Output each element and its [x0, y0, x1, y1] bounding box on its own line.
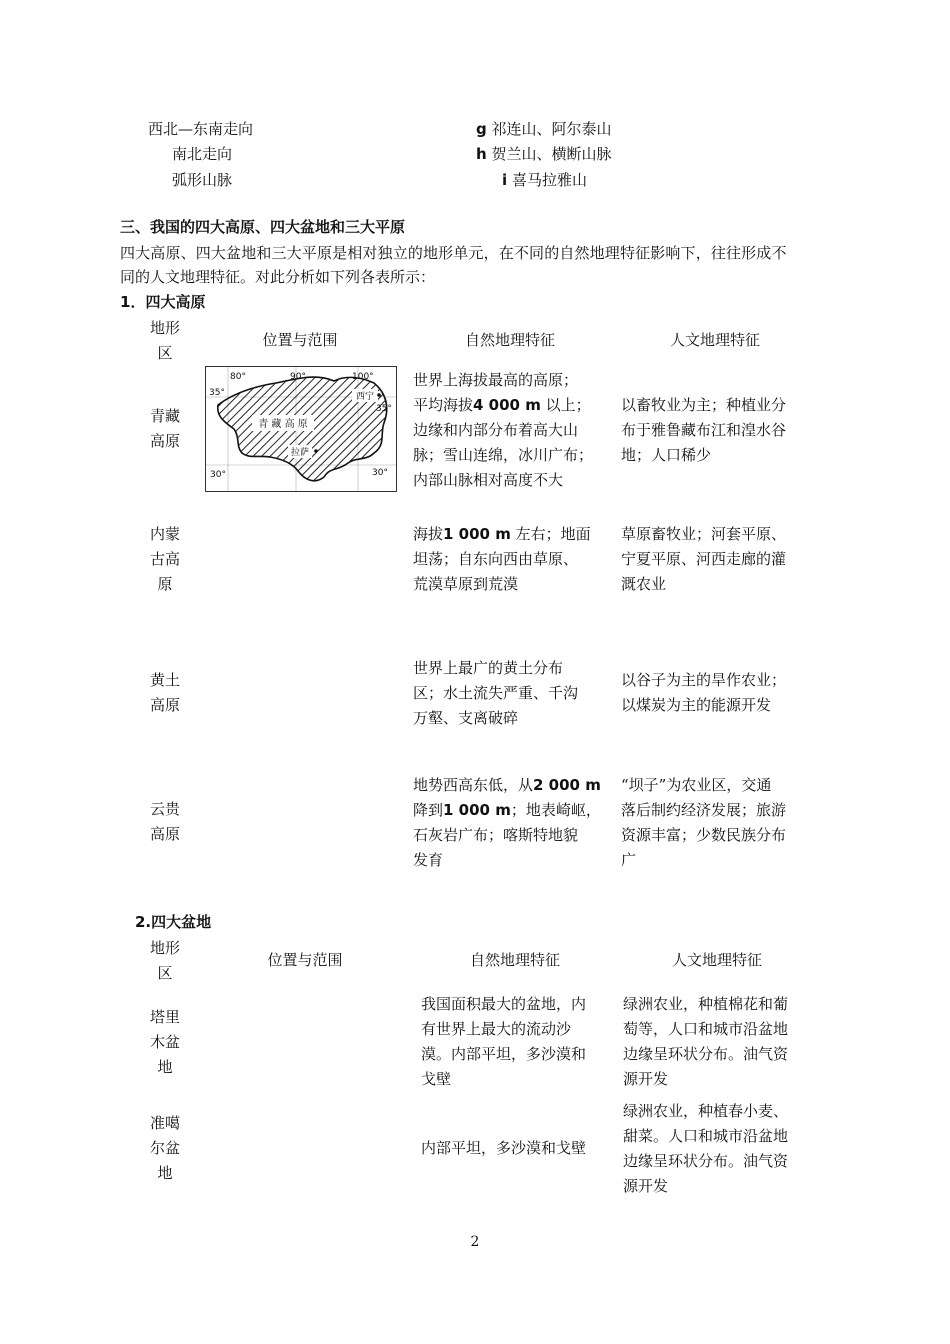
plateaus-title: 1．四大高原 [120, 293, 206, 311]
city1-dot [377, 393, 381, 397]
region-label: 青 藏 高 原 [258, 419, 308, 430]
city1-label: 西宁 [355, 392, 375, 402]
basin-natural: 我国面积最大的盆地，内 有世界上最大的流动沙 漠。内部平坦，多沙漠和 戈壁 [421, 995, 587, 1088]
plateau-human: “坝子”为农业区，交通 落后制约经济发展；旅游 资源丰富；少数民族分布 广 [621, 776, 787, 869]
plateau-name: 云贵 高原 [149, 800, 180, 843]
plateau-human: 以畜牧业为主；种植业分 布于雅鲁藏布江和湟水谷 地；人口稀少 [621, 396, 787, 464]
lat30-left-label: 30° [210, 470, 226, 480]
plateau-human: 以谷子为主的旱作农业； 以煤炭为主的能源开发 [621, 671, 787, 714]
page-number: 2 [470, 1234, 480, 1250]
plateau-name: 黄土 高原 [149, 671, 180, 714]
basins-header-term: 地形 区 [149, 939, 180, 982]
city2-label: 拉萨 [290, 448, 310, 458]
basin-human: 绿洲农业，种植春小麦、 甜菜。人口和城市沿盆地 边缘呈环状分布。油气资 源开发 [623, 1102, 789, 1195]
plateau-natural: 世界上海拔最高的高原； 平均海拔4 000 m 以上； 边缘和内部分布着高大山 脉；雪山连绵，冰川广布； 内部山脉相对高度不大 [413, 371, 594, 489]
mountain-direction-1: 西北—东南走向 [148, 120, 254, 138]
lat35-left-label: 35° [209, 388, 225, 398]
basin-human: 绿洲农业，种植棉花和葡 萄等，人口和城市沿盆地 边缘呈环状分布。油气资 源开发 [623, 995, 789, 1088]
mountain-names-3: i 喜马拉雅山 [502, 171, 587, 189]
lon90-label: 90° [290, 372, 306, 382]
plateau-natural: 世界上最广的黄土分布 区；水土流失严重、千沟 万壑、支离破碎 [413, 659, 579, 727]
basin-natural: 内部平坦，多沙漠和戈壁 [421, 1139, 587, 1157]
plateaus-header-human: 人文地理特征 [669, 331, 760, 349]
basin-name: 准噶 尔盆 地 [149, 1114, 180, 1182]
plateau-name: 青藏 高原 [149, 407, 180, 450]
mountain-names-1: g 祁连山、阿尔泰山 [476, 120, 612, 138]
plateau-natural: 海拔1 000 m 左右；地面 坦荡；自东向西由草原、 荒漠草原到荒漠 [413, 525, 591, 593]
basins-header-human: 人文地理特征 [671, 951, 762, 969]
lon100-label: 100° [352, 372, 374, 382]
lon80-label: 80° [230, 372, 246, 382]
plateaus-header-natural: 自然地理特征 [464, 331, 555, 349]
plateaus-header-term: 地形 区 [149, 319, 180, 362]
mountain-direction-2: 南北走向 [172, 145, 233, 163]
city2-dot [314, 449, 318, 453]
mountain-direction-3: 弧形山脉 [172, 171, 233, 189]
section-intro-line-1: 四大高原、四大盆地和三大平原是相对独立的地形单元，在不同的自然地理特征影响下，往往形成不 [120, 244, 787, 262]
section-intro-line-2: 同的人文地理特征。对此分析如下列各表所示： [120, 268, 436, 286]
plateau-natural: 地势西高东低，从2 000 m 降到1 000 m；地表崎岖， 石灰岩广布；喀斯特地貌 发育 [413, 776, 601, 869]
qinghai-tibet-map [205, 366, 397, 492]
plateau-human: 草原畜牧业；河套平原、 宁夏平原、河西走廊的灌 溉农业 [621, 525, 787, 593]
mountain-names-2: h 贺兰山、横断山脉 [476, 145, 612, 163]
plateau-name: 内蒙 古高 原 [149, 525, 180, 593]
basin-name: 塔里 木盆 地 [149, 1008, 180, 1076]
map-svg [206, 367, 396, 491]
section-heading: 三、我国的四大高原、四大盆地和三大平原 [120, 218, 406, 236]
basins-header-natural: 自然地理特征 [469, 951, 560, 969]
lat30-right-label: 30° [372, 468, 388, 478]
plateaus-header-location: 位置与范围 [262, 331, 338, 349]
lat35-right-label: 35° [376, 404, 392, 414]
basins-title: 2.四大盆地 [135, 913, 212, 931]
basins-header-location: 位置与范围 [267, 951, 343, 969]
